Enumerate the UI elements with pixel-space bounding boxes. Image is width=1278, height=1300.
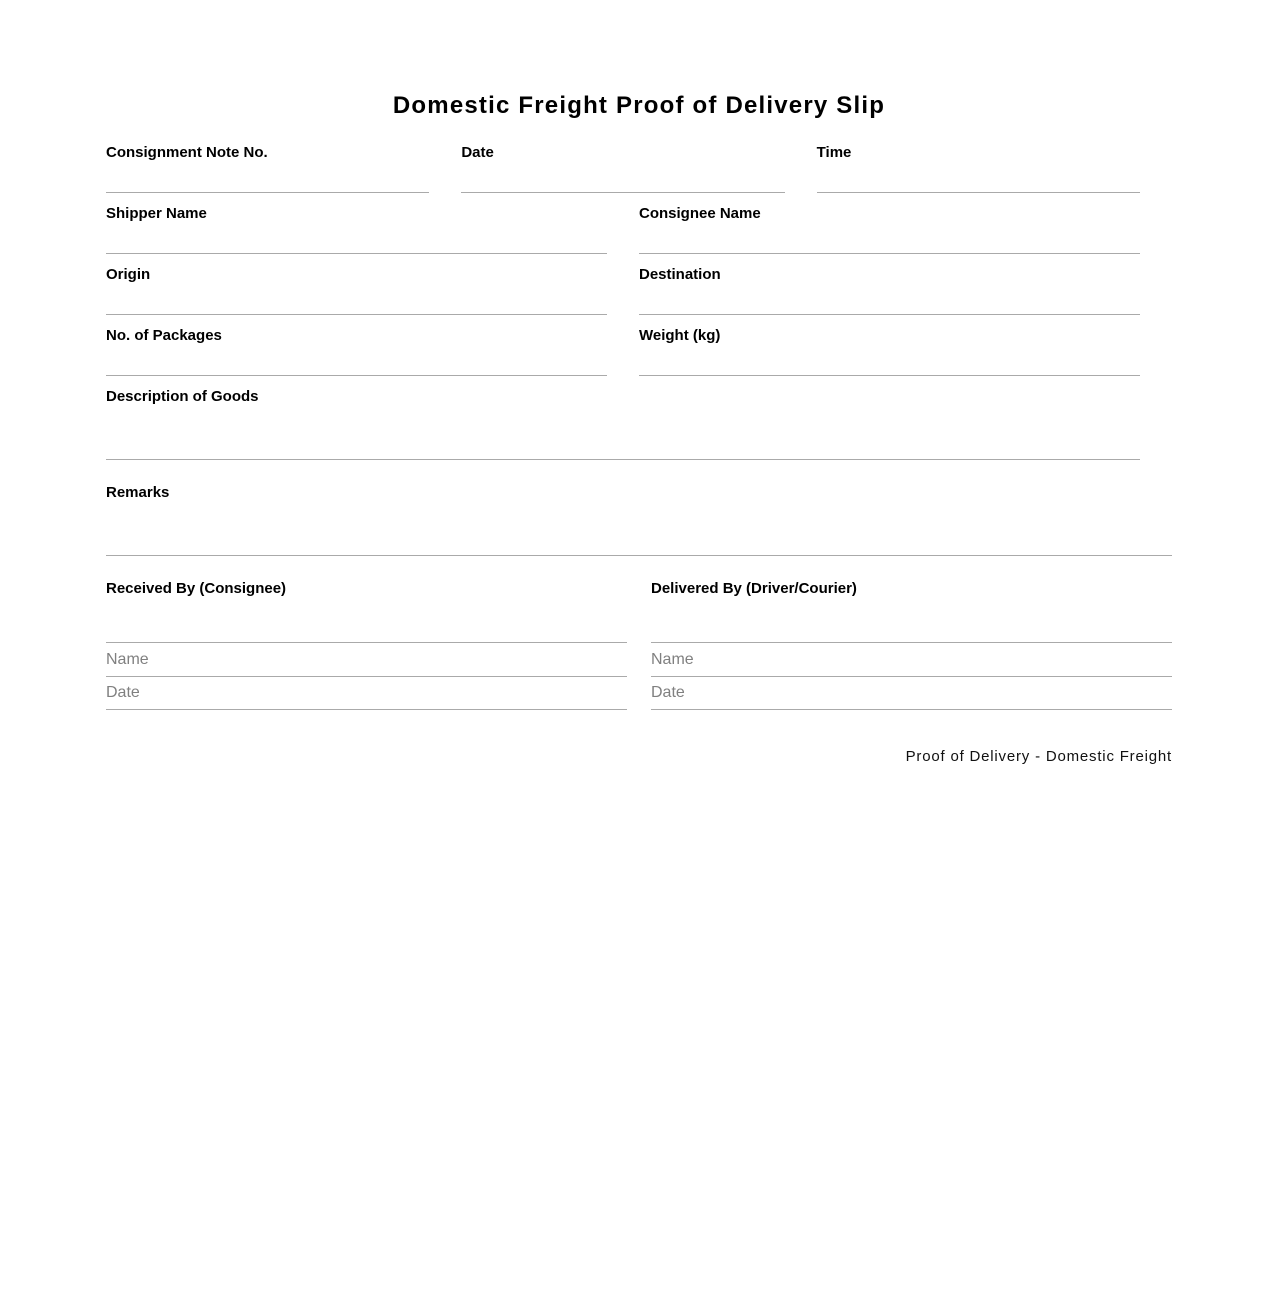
weight-field	[639, 327, 1140, 388]
signature-section	[106, 580, 1172, 710]
page-title: Domestic Freight Proof of Delivery Slip	[392, 92, 886, 119]
underline	[106, 314, 607, 315]
consignee-name-label: Consignee Name	[639, 205, 761, 222]
date-field	[461, 144, 784, 205]
received-signature-line[interactable]	[106, 642, 627, 643]
underline	[639, 375, 1140, 376]
destination-field	[639, 266, 1140, 327]
origin-field	[106, 266, 607, 327]
received-name-input[interactable]	[106, 644, 627, 677]
date-label: Date	[461, 144, 494, 161]
underline	[106, 192, 429, 193]
underline	[106, 375, 607, 376]
shipper-name-label: Shipper Name	[106, 205, 207, 222]
underline	[106, 459, 1140, 460]
underline	[639, 253, 1140, 254]
delivered-date-input[interactable]	[651, 677, 1172, 710]
consignment-note-field	[106, 144, 429, 205]
underline	[817, 192, 1140, 193]
remarks-field	[106, 484, 1172, 556]
underline	[106, 253, 607, 254]
time-label: Time	[816, 144, 852, 161]
delivered-by-block	[651, 580, 1172, 710]
underline	[639, 314, 1140, 315]
packages-label: No. of Packages	[106, 327, 222, 344]
destination-input[interactable]	[639, 290, 1140, 312]
packages-field	[106, 327, 607, 388]
remarks-label: Remarks	[106, 484, 170, 501]
received-by-block	[106, 580, 627, 710]
weight-input[interactable]	[639, 351, 1140, 373]
consignment-note-input[interactable]	[106, 168, 429, 190]
underline	[106, 555, 1172, 556]
received-by-label: Received By (Consignee)	[106, 580, 287, 597]
row-packages	[106, 327, 1140, 388]
underline	[461, 192, 784, 193]
consignee-name-field	[639, 205, 1140, 266]
time-field	[817, 144, 1140, 205]
description-input[interactable]	[106, 418, 1140, 448]
destination-label: Destination	[639, 266, 721, 283]
footer-text: Proof of Delivery - Domestic Freight	[905, 748, 1172, 765]
description-field	[106, 388, 1140, 460]
origin-input[interactable]	[106, 290, 607, 312]
description-label: Description of Goods	[106, 388, 259, 405]
consignee-name-input[interactable]	[639, 229, 1140, 251]
row-consignment	[106, 144, 1140, 205]
row-route	[106, 266, 1140, 327]
date-input[interactable]	[461, 168, 784, 190]
consignment-note-label: Consignment Note No.	[106, 144, 268, 161]
shipper-name-field	[106, 205, 607, 266]
delivered-signature-line[interactable]	[651, 642, 1172, 643]
form-fields	[106, 144, 1140, 388]
origin-label: Origin	[106, 266, 151, 283]
weight-label: Weight (kg)	[639, 327, 721, 344]
delivered-name-input[interactable]	[651, 644, 1172, 677]
time-input[interactable]	[817, 168, 1140, 190]
delivered-by-label: Delivered By (Driver/Courier)	[651, 580, 857, 597]
remarks-input[interactable]	[106, 514, 1172, 544]
shipper-name-input[interactable]	[106, 229, 607, 251]
received-date-input[interactable]	[106, 677, 627, 710]
row-parties	[106, 205, 1140, 266]
packages-input[interactable]	[106, 351, 607, 373]
